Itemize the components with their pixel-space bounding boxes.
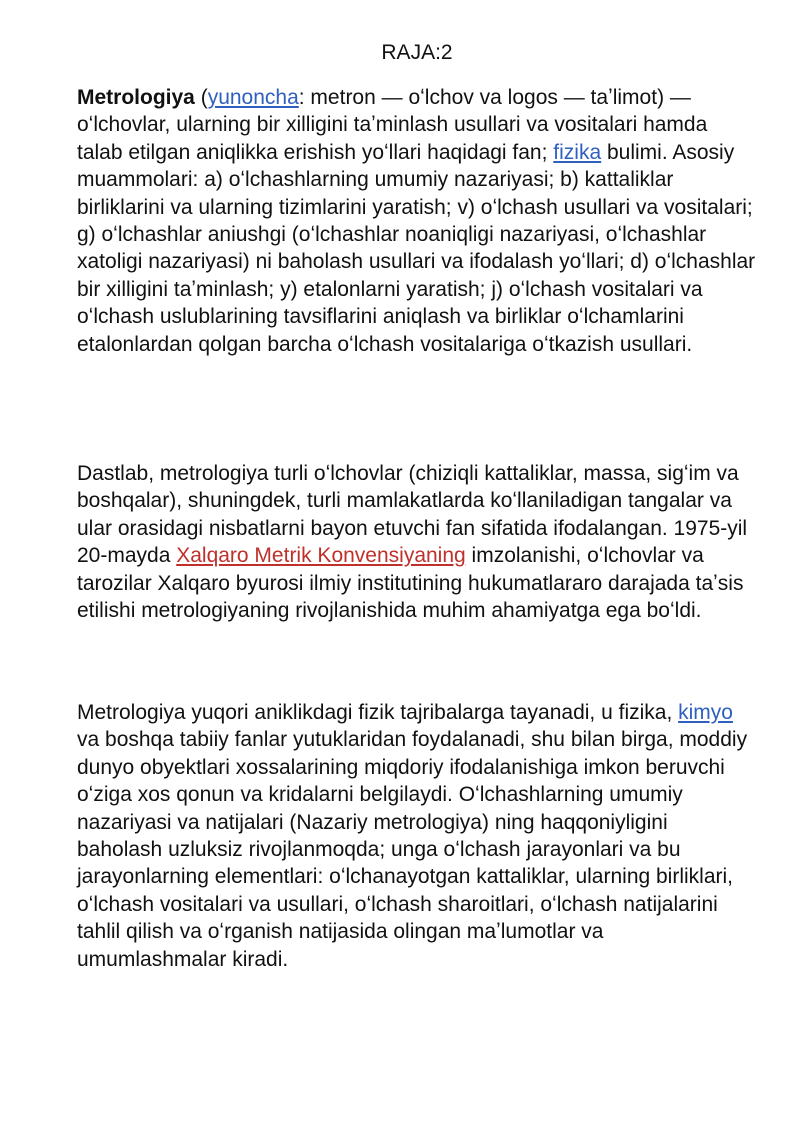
paragraph-history [77,460,757,624]
link-kimyo[interactable]: kimyo [678,701,733,724]
text-span: ( [194,86,208,109]
page-header: RAJA:2 [381,41,453,64]
link-xalqaro-metrik-konvensiya[interactable]: Xalqaro Metrik Konvensiyaning [176,544,466,568]
text-span: va boshqa tabiiy fanlar yutuklaridan foydalanadi, shu bilan birga, moddiy dunyo obyektlari xossalarining miqdoriy ifodalanishiga imkon beruvchi oʻziga xos qonun va kridalarni belgilaydi. Oʻlchashlarning umumiy nazariyasi va natijalari (Nazariy metrologiya) ning haqqoniyligini baholash uzluksiz rivojlanmoqda; unga oʻlchash jarayonlari va bu jarayonlarning elementlari: oʻlchanayotgan kattaliklar, ularning birliklari, oʻlchash vositalari va usullari, oʻlchash sharoitlari, oʻlchash natijalarini tahlil qilish va oʻrganish natijasida olingan maʼlumotlar va umumlashmalar kiradi. [77,728,748,971]
term-heading: Metrologiya [77,86,195,109]
link-fizika[interactable]: fizika [553,140,602,164]
paragraph-science [77,699,757,973]
text-span: : metron — oʻlchov va logos — taʼlimot) — oʻlchovlar, ularning bir xilligini taʼminlash usullari va vositalari hamda talab etilgan aniqlikka erishish yoʻllari haqidagi fan; [77,86,708,164]
paragraph-definition [77,84,757,358]
text-span: Metrologiya yuqori aniklikdagi fizik tajribalarga tayanadi, u fizika, [77,701,679,724]
text-span: bulimi. Asosiy muammolari: a) oʻlchashlarning umumiy nazariyasi; b) kattaliklar birliklarini va ularning tizimlarini yaratish; v) oʻlchash usullari va vositalari; g) oʻlchashlar aniushgi (oʻlchashlar noaniqligi nazariyasi, oʻlchashlar xatoligi nazariyasi) ni baholash usullari va ifodalash yoʻllari; d) oʻlchashlar bir xilligini taʼminlash; y) etalonlarni yaratish; j) oʻlchash vositalari va oʻlchash uslublarining tavsiflarini aniqlash va birliklar oʻlchamlarini etalonlardan qolgan barcha oʻlchash vositalariga oʻtkazish usullari. [77,140,756,356]
text-span: Dastlab, metrologiya turli oʻlchovlar (chiziqli kattaliklar, massa, sigʻim va boshqalar), shuningdek, turli mamlakatlarda koʻllaniladigan tangalar va ular orasidagi nisbatlarni bayon etuvchi fan sifatida ifodalangan. 1975-yil 20-mayda [77,462,748,568]
text-span: imzolanishi, oʻlchovlar va tarozilar Xalqaro byurosi ilmiy institutining hukumatlararo darajada taʼsis etilishi metrologiyaning rivojlanishida muhim ahamiyatga ega boʻldi. [77,544,744,623]
link-yunoncha[interactable]: yunoncha [207,86,299,109]
